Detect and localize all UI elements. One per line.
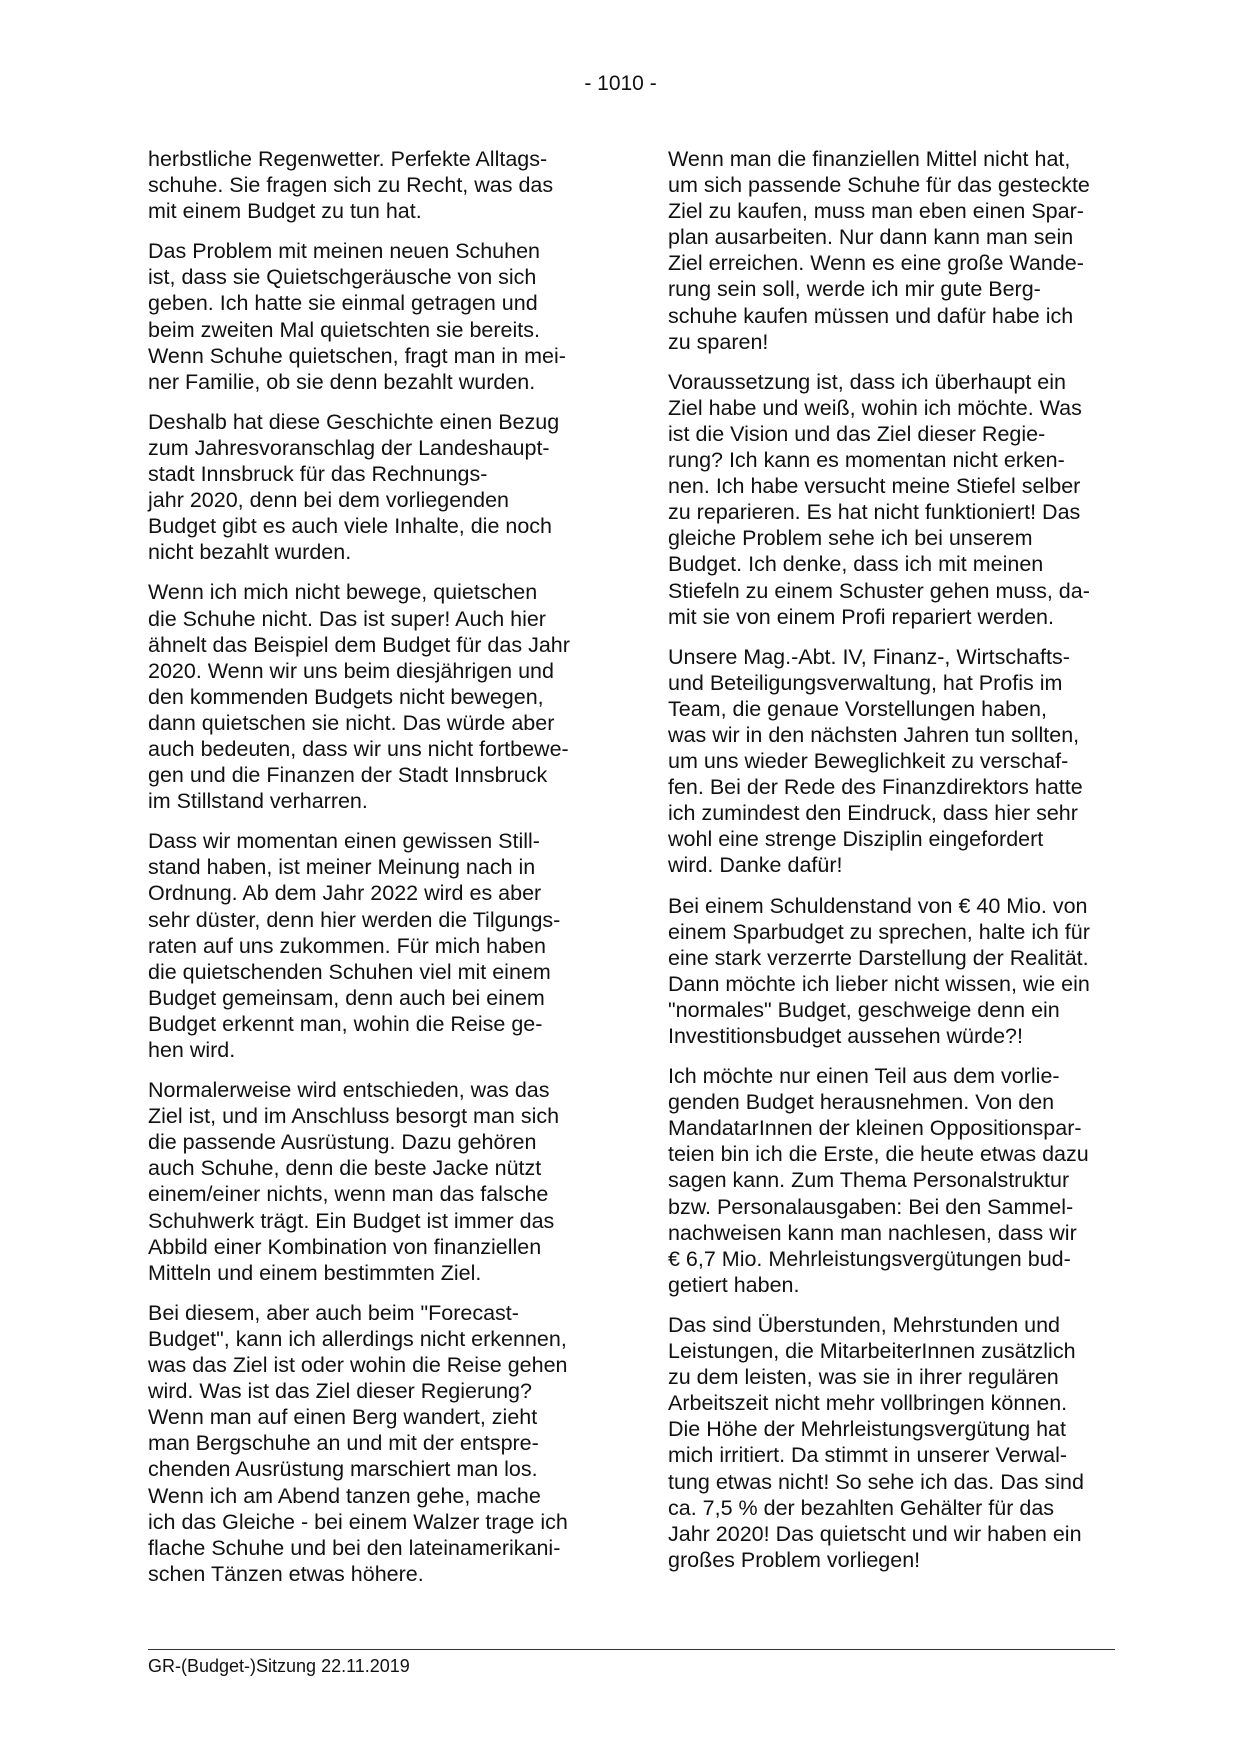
text-line: Abbild einer Kombination von finanziellen	[148, 1234, 542, 1259]
text-line: Bei einem Schuldenstand von € 40 Mio. von	[668, 893, 1088, 918]
text-line: die passende Ausrüstung. Dazu gehören	[148, 1130, 537, 1155]
left-column	[148, 146, 598, 1601]
text-line: MandatarInnen der kleinen Oppositionspar-	[668, 1116, 1082, 1141]
text-line: den kommenden Budgets nicht bewegen,	[148, 684, 544, 709]
text-line: zum Jahresvoranschlag der Landeshaupt-	[148, 435, 550, 460]
paragraph	[148, 579, 598, 814]
text-line: genden Budget herausnehmen. Von den	[668, 1090, 1055, 1115]
text-line: beim zweiten Mal quietschten sie bereits.	[148, 317, 540, 342]
text-line: fen. Bei der Rede des Finanzdirektors hatte	[668, 775, 1083, 800]
text-line: Budget erkennt man, wohin die Reise ge-	[148, 1011, 543, 1036]
paragraph	[668, 1063, 1118, 1298]
paragraph	[668, 369, 1118, 630]
text-line: rung? Ich kann es momentan nicht erken-	[668, 448, 1065, 473]
paragraph	[668, 893, 1118, 1050]
text-line: schuhe. Sie fragen sich zu Recht, was das	[148, 173, 554, 198]
text-line: eine stark verzerrte Darstellung der Realität.	[668, 945, 1089, 970]
text-line: schen Tänzen etwas höhere.	[148, 1561, 424, 1586]
text-line: Schuhwerk trägt. Ein Budget ist immer das	[148, 1208, 555, 1233]
text-line: zu sparen!	[668, 329, 769, 354]
text-line: Ziel erreichen. Wenn es eine große Wande-	[668, 251, 1084, 276]
text-line: stadt Innsbruck für das Rechnungs-	[148, 462, 488, 487]
text-line: Jahr 2020! Das quietscht und wir haben ein	[668, 1521, 1082, 1546]
text-line: hen wird.	[148, 1038, 236, 1062]
text-line: Das sind Überstunden, Mehrstunden und	[668, 1312, 1061, 1337]
text-line: chenden Ausrüstung marschiert man los.	[148, 1457, 538, 1482]
paragraph	[148, 828, 598, 1063]
text-line: Wenn ich mich nicht bewege, quietschen	[148, 580, 538, 605]
text-line: einem/einer nichts, wenn man das falsche	[148, 1182, 549, 1207]
text-line: € 6,7 Mio. Mehrleistungsvergütungen bud-	[668, 1246, 1071, 1271]
text-line: Ziel ist, und im Anschluss besorgt man sich	[148, 1104, 560, 1129]
text-line: zu reparieren. Es hat nicht funktioniert! Das	[668, 500, 1081, 525]
text-line: rung sein soll, werde ich mir gute Berg-	[668, 277, 1041, 302]
text-line: Das Problem mit meinen neuen Schuhen	[148, 239, 540, 264]
text-line: Arbeitszeit nicht mehr vollbringen können.	[668, 1391, 1068, 1416]
text-line: Ordnung. Ab dem Jahr 2022 wird es aber	[148, 881, 542, 906]
text-line: Budget gibt es auch viele Inhalte, die noch	[148, 514, 553, 539]
text-line: Ziel habe und weiß, wohin ich möchte. Was	[668, 395, 1082, 420]
text-line: mich irritiert. Da stimmt in unserer Verwal-	[668, 1443, 1068, 1468]
text-line: zu dem leisten, was sie in ihrer regulären	[668, 1365, 1059, 1390]
text-line: Normalerweise wird entschieden, was das	[148, 1078, 550, 1103]
text-line: Mitteln und einem bestimmten Ziel.	[148, 1260, 482, 1285]
text-line: nachweisen kann man nachlesen, dass wir	[668, 1220, 1077, 1245]
text-line: flache Schuhe und bei den lateinamerikani-	[148, 1535, 561, 1560]
text-line: die Schuhe nicht. Das ist super! Auch hier	[148, 606, 546, 631]
text-line: mit sie von einem Profi repariert werden.	[668, 604, 1054, 629]
text-line: 2020. Wenn wir uns beim diesjährigen und	[148, 658, 554, 683]
text-line: um uns wieder Beweglichkeit zu verschaf-	[668, 749, 1069, 774]
text-line: ich das Gleiche - bei einem Walzer trage ich	[148, 1509, 568, 1534]
text-line: und Beteiligungsverwaltung, hat Profis im	[668, 670, 1063, 695]
text-line: tung etwas nicht! So sehe ich das. Das sind	[668, 1469, 1084, 1494]
text-line: herbstliche Regenwetter. Perfekte Alltags-	[148, 147, 548, 171]
text-line: im Stillstand verharren.	[148, 789, 368, 814]
text-line: Wenn man die finanziellen Mittel nicht hat,	[668, 147, 1071, 171]
text-line: Budget. Ich denke, dass ich mit meinen	[668, 552, 1044, 577]
text-line: gen und die Finanzen der Stadt Innsbruck	[148, 763, 548, 788]
text-line: Leistungen, die MitarbeiterInnen zusätzlich	[668, 1339, 1076, 1364]
text-line: ist die Vision und das Ziel dieser Regie-	[668, 421, 1046, 446]
text-line: sagen kann. Zum Thema Personalstruktur	[668, 1168, 1070, 1193]
text-line: Wenn man auf einen Berg wandert, zieht	[148, 1405, 538, 1430]
text-line: nicht bezahlt wurden.	[148, 540, 352, 565]
paragraph	[148, 238, 598, 395]
paragraph	[668, 644, 1118, 879]
text-line: man Bergschuhe an und mit der entspre-	[148, 1431, 539, 1456]
text-line: teien bin ich die Erste, die heute etwas dazu	[668, 1142, 1089, 1167]
text-line: was wir in den nächsten Jahren tun sollten,	[668, 722, 1080, 747]
text-line: um sich passende Schuhe für das gesteckte	[668, 173, 1090, 198]
text-line: die quietschenden Schuhen viel mit einem	[148, 959, 551, 984]
text-line: Stiefeln zu einem Schuster gehen muss, da-	[668, 578, 1090, 603]
text-line: jahr 2020, denn bei dem vorliegenden	[148, 488, 509, 513]
text-line: was das Ziel ist oder wohin die Reise gehen	[148, 1353, 568, 1378]
text-line: wohl eine strenge Disziplin eingefordert	[668, 827, 1044, 852]
text-line: Bei diesem, aber auch beim "Forecast-	[148, 1300, 519, 1325]
text-line: Deshalb hat diese Geschichte einen Bezug	[148, 409, 560, 434]
text-line: sehr düster, denn hier werden die Tilgungs-	[148, 907, 561, 932]
text-line: dann quietschen sie nicht. Das würde aber	[148, 710, 555, 735]
text-line: plan ausarbeiten. Nur dann kann man sein	[668, 225, 1074, 250]
footer-divider	[148, 1649, 1115, 1650]
paragraph	[148, 146, 598, 224]
text-line: raten auf uns zukommen. Für mich haben	[148, 933, 546, 958]
text-line: Wenn Schuhe quietschen, fragt man in mei-	[148, 343, 566, 368]
text-line: einem Sparbudget zu sprechen, halte ich für	[668, 919, 1090, 944]
text-line: auch Schuhe, denn die beste Jacke nützt	[148, 1156, 542, 1181]
text-line: ner Familie, ob sie denn bezahlt wurden.	[148, 369, 536, 394]
text-line: Team, die genaue Vorstellungen haben,	[668, 696, 1047, 721]
paragraph	[148, 1300, 598, 1587]
text-line: Dass wir momentan einen gewissen Still-	[148, 829, 540, 854]
page-number: - 1010 -	[584, 72, 657, 95]
text-line: Die Höhe der Mehrleistungsvergütung hat	[668, 1417, 1066, 1442]
text-line: ähnelt das Beispiel dem Budget für das Jahr	[148, 632, 570, 657]
text-line: getiert haben.	[668, 1272, 800, 1297]
text-line: Dann möchte ich lieber nicht wissen, wie ein	[668, 971, 1090, 996]
text-line: Ziel zu kaufen, muss man eben einen Spar-	[668, 199, 1084, 224]
text-line: ist, dass sie Quietschgeräusche von sich	[148, 265, 537, 290]
text-line: schuhe kaufen müssen und dafür habe ich	[668, 303, 1074, 328]
text-line: Budget gemeinsam, denn auch bei einem	[148, 985, 545, 1010]
text-line: wird. Danke dafür!	[668, 853, 843, 878]
text-line: großes Problem vorliegen!	[668, 1547, 921, 1572]
right-column	[668, 146, 1118, 1587]
text-line: Ich möchte nur einen Teil aus dem vorlie-	[668, 1064, 1060, 1089]
text-line: bzw. Personalausgaben: Bei den Sammel-	[668, 1194, 1074, 1219]
text-line: ich zumindest den Eindruck, dass hier sehr	[668, 801, 1078, 826]
text-line: ca. 7,5 % der bezahlten Gehälter für das	[668, 1495, 1055, 1520]
text-line: Wenn ich am Abend tanzen gehe, mache	[148, 1483, 541, 1508]
text-line: auch bedeuten, dass wir uns nicht fortbewe-	[148, 736, 569, 761]
text-line: wird. Was ist das Ziel dieser Regierung?	[148, 1379, 532, 1404]
text-line: Voraussetzung ist, dass ich überhaupt ein	[668, 369, 1067, 394]
text-line: gleiche Problem sehe ich bei unserem	[668, 526, 1033, 551]
paragraph	[148, 409, 598, 566]
text-line: nen. Ich habe versucht meine Stiefel selber	[668, 474, 1081, 499]
text-line: geben. Ich hatte sie einmal getragen und	[148, 291, 538, 316]
paragraph	[148, 1077, 598, 1286]
text-line: stand haben, ist meiner Meinung nach in	[148, 855, 536, 880]
text-line: Investitionsbudget aussehen würde?!	[668, 1024, 1023, 1048]
footer-session-label: GR-(Budget-)Sitzung 22.11.2019	[148, 1656, 410, 1676]
text-line: Budget", kann ich allerdings nicht erkennen,	[148, 1326, 567, 1351]
paragraph	[668, 1312, 1118, 1573]
text-line: "normales" Budget, geschweige denn ein	[668, 997, 1060, 1022]
text-line: mit einem Budget zu tun hat.	[148, 199, 422, 224]
paragraph	[668, 146, 1118, 355]
text-line: Unsere Mag.-Abt. IV, Finanz-, Wirtschafts-	[668, 644, 1070, 669]
